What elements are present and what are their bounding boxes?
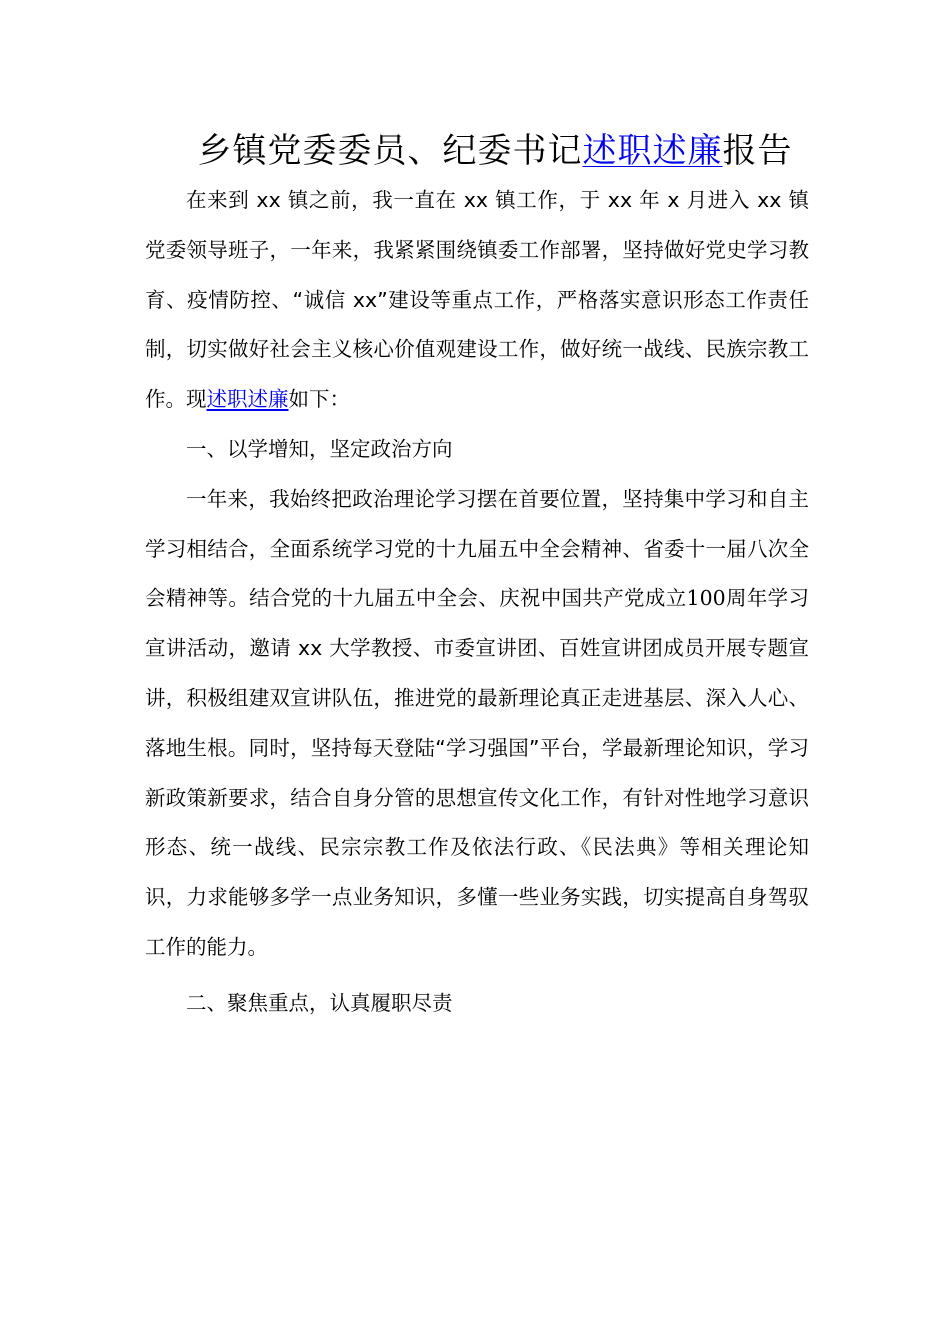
section-heading-2: 二、聚焦重点，认真履职尽责 bbox=[186, 990, 453, 1015]
title-suffix: 报告 bbox=[722, 131, 793, 171]
study-number: 100 bbox=[686, 586, 726, 611]
intro-text: 在来到 xx 镇之前，我一直在 xx 镇工作，于 xx 年 x 月进入 xx 镇党委领导班子，一年来，我紧紧围绕镇委工作部署，坚持做好党史学习教育、疫情防控、“诚信 xx”建设等重点工作，严格落实意识形态工作责任制，切实做好社会主义核心价值观建设工作，做好统一战线、民族宗教工作。现 bbox=[145, 188, 809, 412]
paragraph-intro bbox=[145, 176, 809, 425]
title-prefix: 乡镇党委委员、纪委书记 bbox=[197, 131, 583, 171]
study-text: 一年来，我始终把政治理论学习摆在首要位置，坚持集中学习和自主学习相结合，全面系统学习党的十九届五中全会精神、省委十一届八次全会精神等。结合党的十九届五中全会、庆祝中国共产党成立 bbox=[145, 486, 809, 611]
intro-link[interactable]: 述职述廉 bbox=[206, 387, 289, 412]
title-link[interactable]: 述职述廉 bbox=[582, 131, 723, 171]
study-text-end: 周年学习宣讲活动，邀请 xx 大学教授、市委宣讲团、百姓宣讲团成员开展专题宣讲，积极组建双宣讲队伍，推进党的最新理论真正走进基层、深入人心、落地生根。同时，坚持每天登陆“学习强国”平台，学最新理论知识，学习新政策新要求，结合自身分管的思想宣传文化工作，有针对性地学习意识形态、统一战线、民宗宗教工作及依法行政、《民法典》等相关理论知识，力求能够多学一点业务知识，多懂一些业务实践，切实提高自身驾驭工作的能力。 bbox=[145, 586, 810, 959]
paragraph-study bbox=[145, 475, 809, 973]
intro-text-end: 如下： bbox=[288, 387, 350, 412]
document-body bbox=[145, 176, 809, 1029]
section-heading-1: 一、以学增知，坚定政治方向 bbox=[186, 436, 453, 461]
document-title bbox=[0, 128, 950, 174]
